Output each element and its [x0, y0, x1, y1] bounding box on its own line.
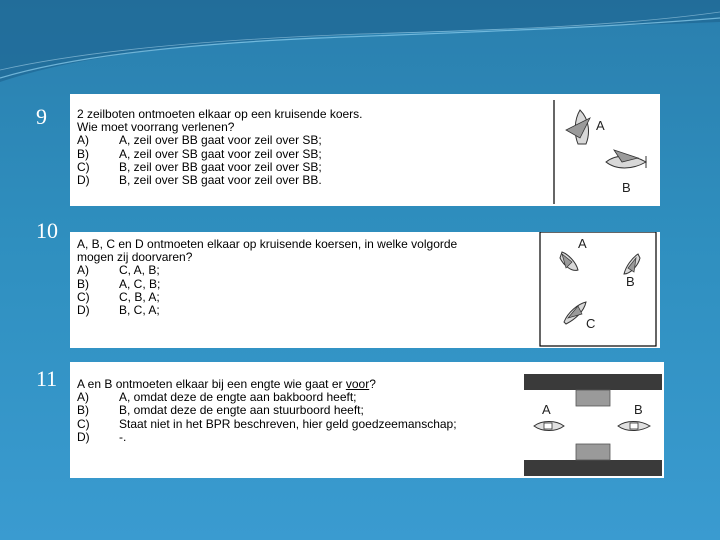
question-11-panel	[70, 362, 664, 478]
figure-label-a: A	[542, 402, 551, 417]
figure-label-c: C	[586, 316, 596, 331]
option-row: B) A, C, B;	[77, 276, 161, 291]
figure-label-a: A	[596, 118, 605, 133]
sailboat-b-icon	[624, 254, 640, 274]
question-10-panel	[70, 232, 660, 348]
option-row: C) B, zeil over BB gaat voor zeil over SB;	[77, 159, 322, 174]
option-row: B) B, omdat deze de engte aan stuurboord heeft;	[77, 403, 364, 418]
option-row: C) Staat niet in het BPR beschreven, hier geld goedzeemanschap;	[77, 416, 457, 431]
option-row: D) B, C, A;	[77, 303, 160, 318]
sailboat-a-icon	[566, 110, 590, 144]
question-9-line-1: 2 zeilboten ontmoeten elkaar op een kruisende koers.	[77, 107, 363, 121]
question-10-figure	[538, 232, 658, 348]
option-row: A) A, zeil over BB gaat voor zeil over SB;	[77, 133, 322, 148]
question-9-text	[77, 108, 363, 187]
question-10-text	[77, 238, 457, 317]
option-row: B) A, zeil over SB gaat voor zeil over SB;	[77, 146, 322, 161]
question-number-9: 9	[36, 104, 47, 129]
question-10-line-2: mogen zij doorvaren?	[77, 250, 193, 265]
option-row: A) A, omdat deze de engte aan bakboord heeft;	[77, 390, 357, 405]
figure-label-a: A	[578, 236, 587, 251]
motorboat-a-icon	[534, 422, 564, 431]
question-9-figure	[552, 100, 652, 206]
option-row: C) C, B, A;	[77, 289, 160, 304]
figure-label-b: B	[626, 274, 635, 289]
question-11-figure	[524, 362, 664, 478]
option-row: D) -.	[77, 429, 127, 444]
question-9-line-2: Wie moet voorrang verlenen?	[77, 120, 235, 135]
motorboat-b-icon	[618, 422, 650, 431]
header-swoosh	[0, 0, 720, 90]
option-row: A) C, A, B;	[77, 263, 160, 278]
figure-label-b: B	[634, 402, 643, 417]
question-11-text	[77, 378, 457, 444]
figure-label-b: B	[622, 180, 631, 195]
sailboat-b-icon	[606, 150, 646, 168]
question-10-line-1: A, B, C en D ontmoeten elkaar op kruisende koersen, in welke volgorde	[77, 237, 458, 251]
sailboat-a-icon	[560, 252, 578, 270]
question-11-line-1: A en B ontmoeten elkaar bij een engte wie gaat er voor?	[77, 377, 376, 391]
question-9-panel	[70, 94, 660, 206]
sailboat-c-icon	[564, 302, 586, 324]
question-number-10: 10	[36, 218, 58, 243]
question-number-11: 11	[36, 366, 58, 391]
option-row: D) B, zeil over SB gaat voor zeil over BB.	[77, 173, 322, 188]
